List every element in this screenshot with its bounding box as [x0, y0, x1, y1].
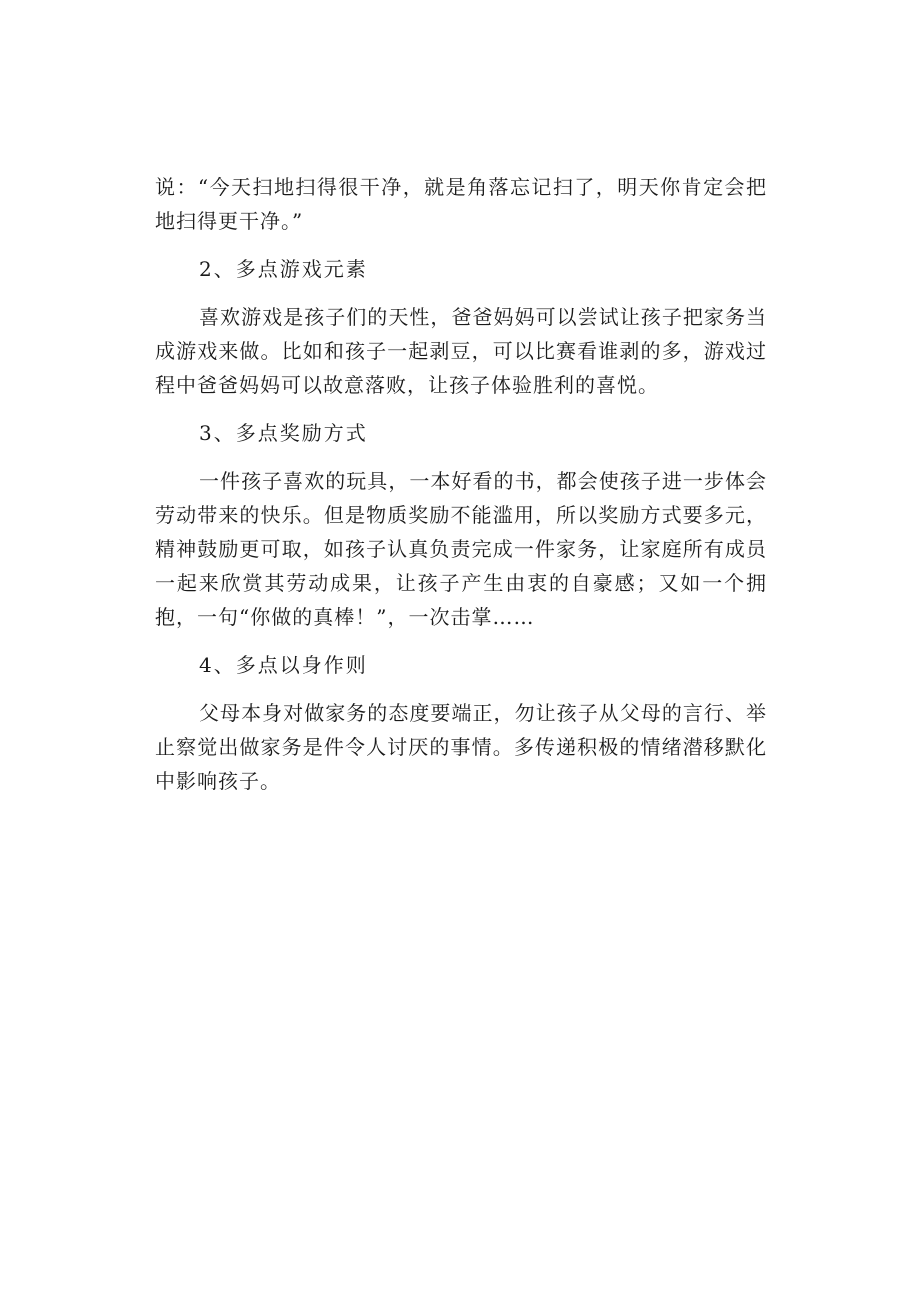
paragraph-game-elements: 喜欢游戏是孩子们的天性，爸爸妈妈可以尝试让孩子把家务当成游戏来做。比如和孩子一起剥豆，可以比赛看谁剥的多，游戏过程中爸爸妈妈可以故意落败，让孩子体验胜利的喜悦。 [155, 305, 767, 397]
paragraph-lead-by-example: 父母本身对做家务的态度要端正，勿让孩子从父母的言行、举止察觉出做家务是件令人讨厌的事情。多传递积极的情绪潜移默化中影响孩子。 [155, 701, 767, 793]
paragraph-continued-quote: 说：“今天扫地扫得很干净，就是角落忘记扫了，明天你肯定会把地扫得更干净。” [155, 175, 767, 233]
document-body [155, 170, 767, 812]
section-heading-reward-methods: 3、多点奖励方式 [199, 421, 368, 445]
section-heading-lead-by-example: 4、多点以身作则 [199, 653, 368, 677]
paragraph-reward-methods: 一件孩子喜欢的玩具，一本好看的书，都会使孩子进一步体会劳动带来的快乐。但是物质奖励不能滥用，所以奖励方式要多元，精神鼓励更可取，如孩子认真负责完成一件家务，让家庭所有成员一起来欣赏其劳动成果，让孩子产生由衷的自豪感；又如一个拥抱，一句“你做的真棒！”，一次击掌…… [155, 469, 767, 629]
section-heading-game-elements: 2、多点游戏元素 [199, 257, 368, 281]
